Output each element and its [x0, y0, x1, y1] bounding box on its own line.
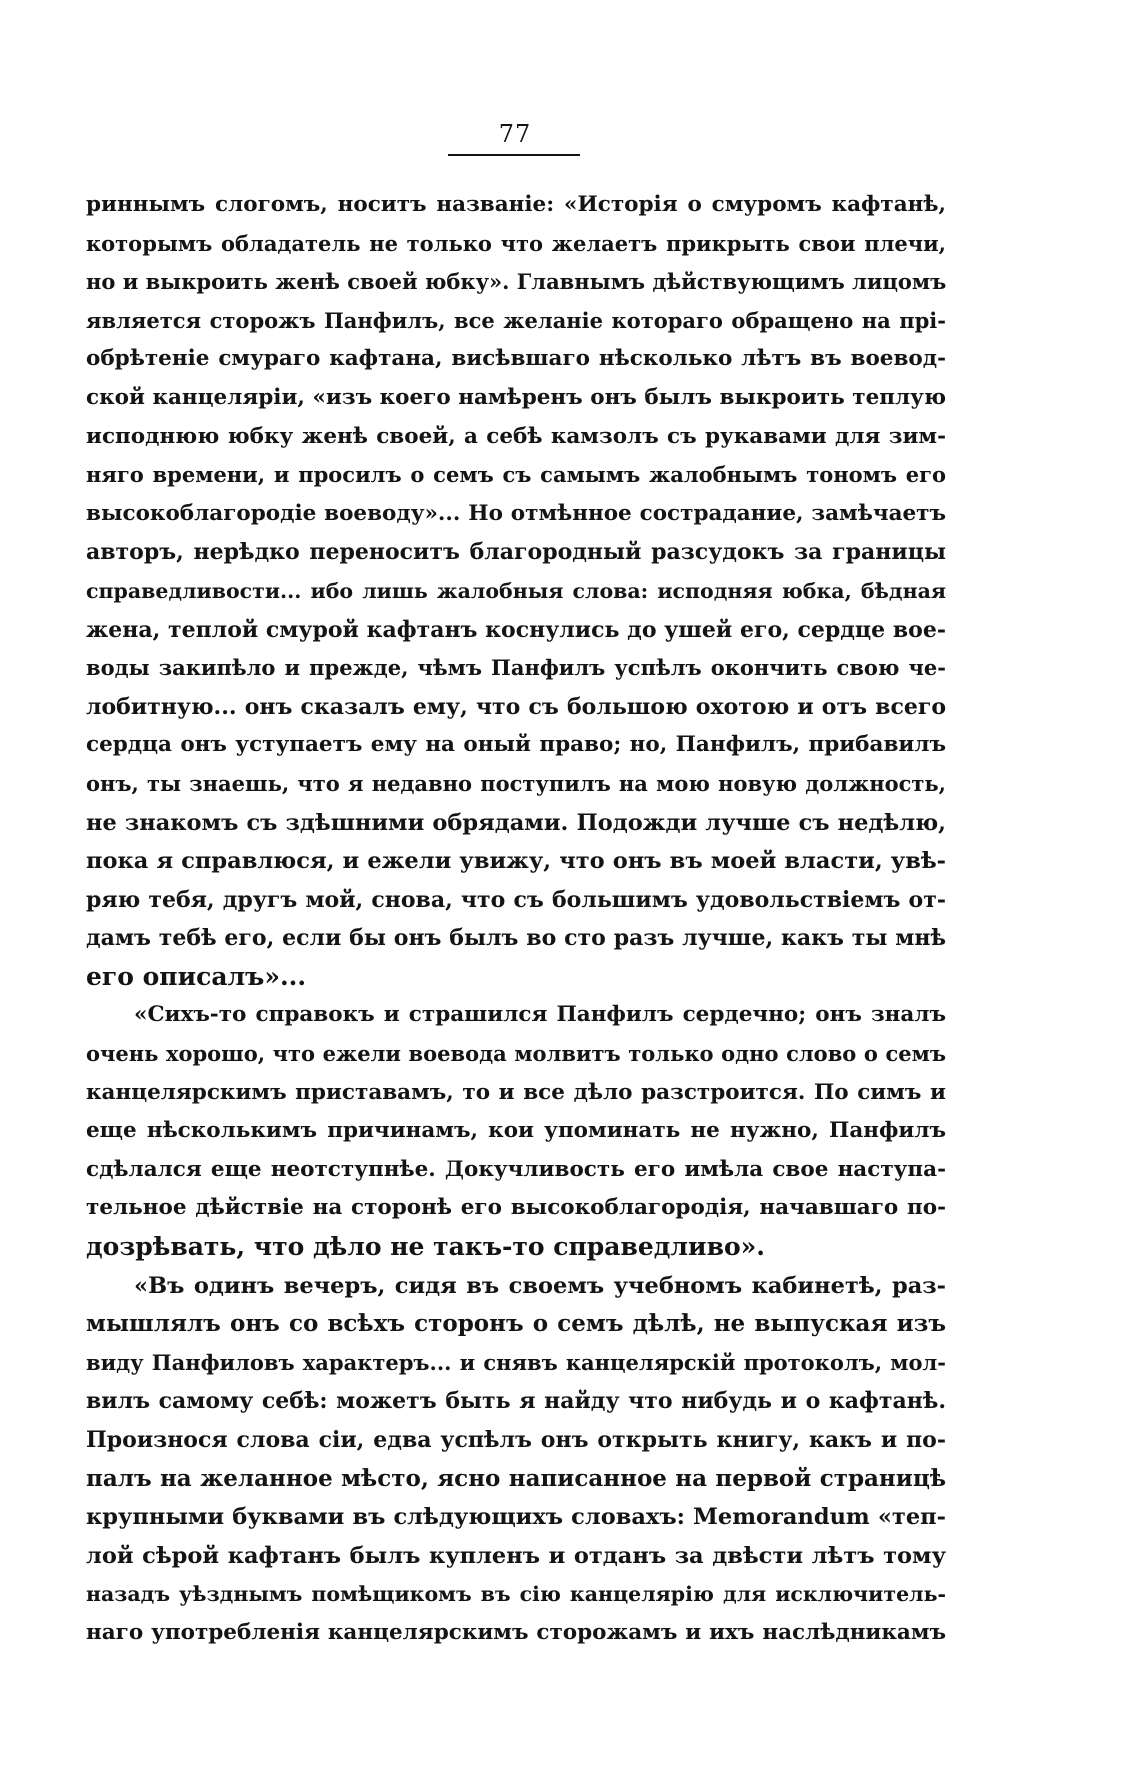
text-line: ской канцеляріи, «изъ коего намѣренъ онъ былъ выкроить теплую — [86, 384, 946, 410]
text-line: лобитную... онъ сказалъ ему, что съ большою охотою и отъ всего — [86, 693, 946, 720]
text-line: палъ на желанное мѣсто, ясно написанное на первой страницѣ — [86, 1464, 946, 1492]
text-line: авторъ, нерѣдко переноситъ благородный разсудокъ за границы — [86, 539, 946, 566]
text-line: няго времени, и просилъ о семъ съ самымъ жалобнымъ тономъ его — [86, 462, 946, 488]
text-line: канцелярскимъ приставамъ, то и все дѣло разстроится. По симъ и — [86, 1079, 946, 1105]
text-line: обрѣтеніе смураго кафтана, висѣвшаго нѣсколько лѣтъ въ воевод- — [86, 346, 946, 372]
paragraph — [86, 996, 946, 1266]
text-line: «Сихъ-то справокъ и страшился Панфилъ сердечно; онъ зналъ — [134, 1002, 946, 1028]
text-line: исподнюю юбку женѣ своей, а себѣ камзолъ съ рукавами для зим- — [86, 423, 946, 449]
text-line: риннымъ слогомъ, носитъ названіе: «Исторія о смуромъ кафтанѣ, — [86, 192, 946, 217]
text-line: не знакомъ съ здѣшними обрядами. Подожди лучше съ недѣлю, — [86, 809, 946, 836]
text-line: жена, теплой смурой кафтанъ коснулись до ушей его, сердце вое- — [86, 616, 946, 643]
text-line: очень хорошо, что ежели воевода молвитъ только одно слово о семъ — [86, 1041, 946, 1067]
text-line: «Въ одинъ вечеръ, сидя въ своемъ учебномъ кабинетѣ, раз- — [134, 1272, 946, 1299]
text-line: Произнося слова сіи, едва успѣлъ онъ открыть книгу, какъ и по- — [86, 1427, 946, 1453]
text-line: крупными буквами въ слѣдующихъ словахъ: Memorandum «теп- — [86, 1504, 946, 1531]
text-line: сдѣлался еще неотступнѣе. Докучливость его имѣла свое наступа- — [86, 1156, 946, 1182]
page-number-rule — [448, 154, 580, 156]
text-line: вилъ самому себѣ: можетъ быть я найду что нибудь и о кафтанѣ. — [86, 1388, 946, 1415]
text-line: ряю тебя, другъ мой, снова, что съ большимъ удовольствіемъ от- — [86, 886, 946, 913]
text-line: назадъ уѣзднымъ помѣщикомъ въ сію канцелярію для исключитель- — [86, 1582, 946, 1607]
text-line: виду Панфиловъ характеръ... и снявъ канцелярскій протоколъ, мол- — [86, 1349, 946, 1375]
page-number: 77 — [498, 120, 532, 148]
text-line: тельное дѣйствіе на сторонѣ его высокоблагородія, начавшаго по- — [86, 1195, 946, 1221]
text-line: воды закипѣло и прежде, чѣмъ Панфилъ успѣлъ окончить свою че- — [86, 655, 946, 681]
text-line: пока я справлюся, и ежели увижу, что онъ въ моей власти, увѣ- — [86, 848, 946, 875]
paragraph — [86, 186, 946, 996]
text-line: сердца онъ уступаетъ ему на оный право; но, Панфилъ, прибавилъ — [86, 732, 946, 758]
text-line: высокоблагородіе воеводу»... Но отмѣнное сострадание, замѣчаетъ — [86, 500, 946, 526]
text-line: является сторожъ Панфилъ, все желаніе котораго обращено на прі- — [86, 307, 946, 333]
text-line: которымъ обладатель не только что желаетъ прикрыть свои плечи, — [86, 230, 946, 256]
text-line: справедливости... ибо лишь жалобныя слова: исподняя юбка, бѣдная — [86, 578, 946, 603]
text-line: но и выкроить женѣ своей юбку». Главнымъ дѣйствующимъ лицомъ — [86, 269, 947, 295]
body-text — [86, 186, 946, 1653]
text-line: дамъ тебѣ его, если бы онъ былъ во сто разъ лучше, какъ ты мнѣ — [86, 925, 946, 952]
text-line: онъ, ты знаешь, что я недавно поступилъ на мою новую должность, — [86, 770, 946, 796]
paragraph — [86, 1267, 946, 1653]
text-line: лой сѣрой кафтанъ былъ купленъ и отданъ за двѣсти лѣтъ тому — [86, 1542, 946, 1569]
text-line: дозрѣвать, что дѣло не такъ-то справедливо». — [86, 1232, 765, 1262]
text-line: мышлялъ онъ со всѣхъ сторонъ о семъ дѣлѣ, не выпуская изъ — [86, 1310, 946, 1338]
text-line: еще нѣсколькимъ причинамъ, кои упоминать не нужно, Панфилъ — [86, 1118, 946, 1144]
text-line: его описалъ»... — [86, 961, 307, 991]
text-line: наго употребленія канцелярскимъ сторожамъ и ихъ наслѣдникамъ — [86, 1619, 946, 1645]
